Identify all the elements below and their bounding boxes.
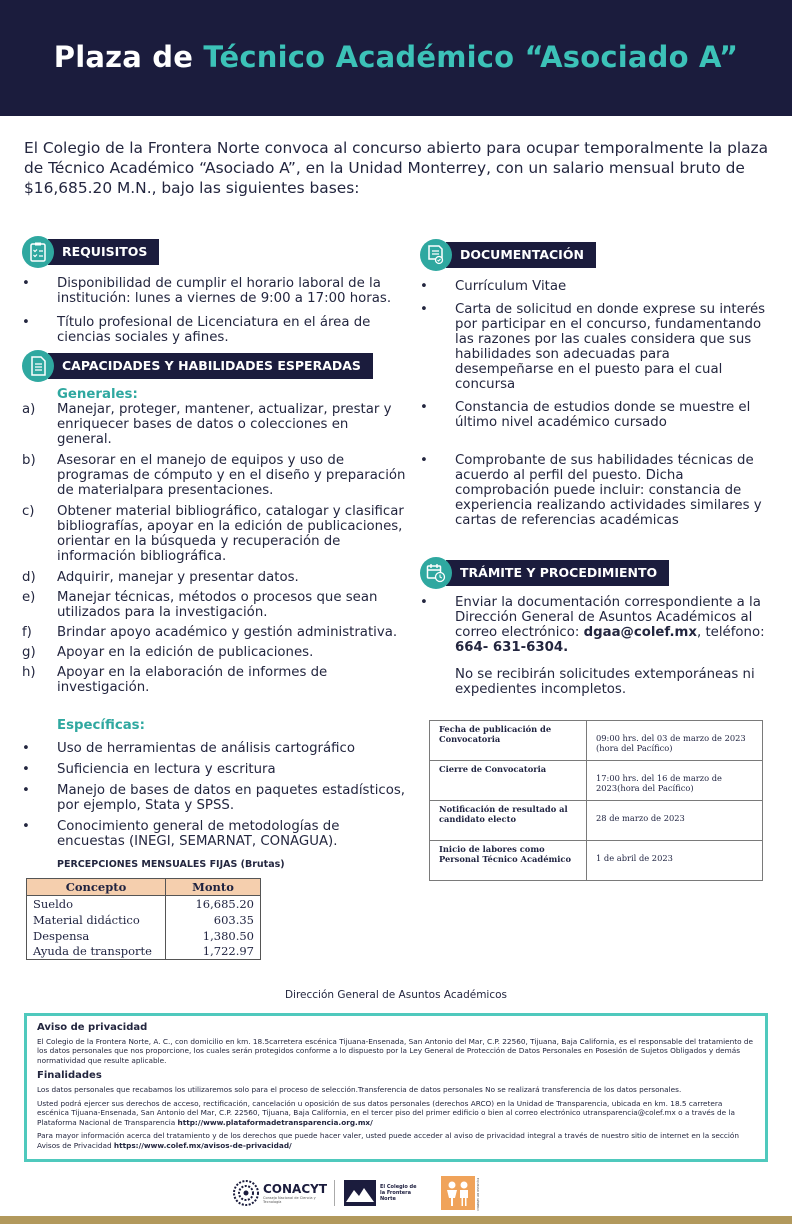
privacy-title: Aviso de privacidad (37, 1022, 148, 1033)
table-cell: 1,722.97 (166, 944, 261, 960)
privacy-link[interactable]: https://www.colef.mx/avisos-de-privacidad/ (113, 1140, 292, 1150)
table-header-row (27, 879, 261, 896)
column-header: Concepto (27, 879, 166, 896)
date-value: 1 de abril de 2023 (587, 841, 763, 881)
documentacion-list (420, 279, 770, 528)
list-item: • Conocimiento general de metodologías de encuestas (INEGI, SEMARNAT, CONAGUA). (22, 819, 340, 849)
intro-paragraph: El Colegio de la Frontera Norte convoca al concurso abierto para ocupar temporalmente la plaza de Técnico Académico “Asociado A”, en la Unidad Monterrey, con un salario mensual bruto de $16,685.20 M.N., bajo las siguientes bases: (24, 139, 769, 197)
table-row (27, 896, 261, 912)
date-value: 17:00 hrs. del 16 de marzo de 2023(hora del Pacífico) (587, 761, 763, 801)
table-row (27, 928, 261, 944)
privacy-paragraph: El Colegio de la Frontera Norte, A. C., con domicilio en km. 18.5carretera escénica Tijuana-Ensenada, San Antonio del Mar, C.P. 22560, Tijuana, Baja California, es el responsable del tratamiento de los datos personales que nos proporcione, los cuales serán protegidos conforme a lo dispuesto por la Ley General de Protección de Datos Personales en Posesión de Sujetos Obligados y demás normatividad que resulte aplicable. (37, 1036, 754, 1065)
list-item: e) Manejar técnicas, métodos o procesos que sean utilizados para la investigación. (22, 590, 378, 620)
list-item: • Comprobante de sus habilidades técnicas de acuerdo al perfil del puesto. Dicha comprobación puede incluir: constancia de experiencia realizando actividades similares y cartas de referencias académicas (420, 453, 762, 528)
section-documentacion-title: DOCUMENTACIÓN (446, 242, 596, 268)
list-item: • Uso de herramientas de análisis cartográfico (22, 741, 355, 756)
section-tramite-header (420, 559, 669, 587)
section-documentacion-header (420, 241, 596, 269)
conacyt-subtitle: Consejo Nacional de Ciencia y Tecnología (263, 1196, 316, 1204)
page-title (0, 40, 792, 74)
fechas-table (429, 720, 763, 881)
table-cell: 1,380.50 (166, 928, 261, 944)
list-item: • Constancia de estudios donde se muestre el último nivel académico cursado (420, 400, 751, 430)
list-item: f) Brindar apoyo académico y gestión administrativa. (22, 625, 398, 640)
header-banner (0, 0, 792, 116)
colef-name: El Colegio de la Frontera Norte (380, 1184, 417, 1202)
table-row (430, 721, 763, 761)
list-item: • Manejo de bases de datos en paquetes estadísticos, por ejemplo, Stata y SPSS. (22, 783, 405, 813)
table-row (27, 944, 261, 960)
list-item: • Carta de solicitud en donde exprese su interés por participar en el concurso, fundamentando las razones por las cuales considera que sus habilidades son adecuadas para desempeñarse en el puesto para el cual concursa (420, 302, 766, 392)
table-cell: Despensa (27, 928, 166, 944)
logo-divider (334, 1180, 335, 1206)
list-item: h) Apoyar en la elaboración de informes de investigación. (22, 665, 328, 695)
table-cell: Ayuda de transporte (27, 944, 166, 960)
tramite-list (420, 595, 770, 697)
date-label: Fecha de publicación de Convocatoria (430, 721, 587, 761)
arco-paragraph: Usted podrá ejercer sus derechos de acceso, rectificación, cancelación u oposición de sus datos personales (derechos ARCO) en la Unidad de Transparencia, ubicada en km. 18.5 carretera escénica Tijuana-Ensenada, San Antonio del Mar, C.P. 22560, Tijuana, Baja California, en el tercer piso del primer edificio o bien al correo electrónico utransparencia@colef.mx o a través de la Plataforma Nacional de Transparencia http://www.plataformadetransparencia.org.mx/ (37, 1098, 735, 1127)
colef-emblem-icon (344, 1180, 376, 1206)
list-item: • Título profesional de Licenciatura en el área de ciencias sociales y afines. (22, 315, 371, 345)
list-item: b) Asesorar en el manejo de equipos y uso de programas de cómputo y en el diseño y preparación de materialpara presentaciones. (22, 453, 406, 498)
contact-email[interactable]: dgaa@colef.mx (583, 625, 697, 640)
section-requisitos-title: REQUISITOS (48, 239, 159, 265)
list-item: d) Adquirir, manejar y presentar datos. (22, 570, 299, 585)
column-header: Monto (166, 879, 261, 896)
table-cell: Material didáctico (27, 912, 166, 928)
list-item: a) Manejar, proteger, mantener, actualizar, prestar y enriquecer bases de datos o colecciones en general. (22, 402, 392, 447)
title-prefix: Plaza de (53, 40, 204, 74)
table-row (430, 761, 763, 801)
table-row (430, 841, 763, 881)
document-list-icon (22, 350, 54, 382)
percepciones-table (26, 878, 261, 960)
list-item: g) Apoyar en la edición de publicaciones. (22, 645, 314, 660)
equidad-label: EQUIDAD DE GÉNERO (476, 1178, 480, 1211)
more-info-paragraph: Para mayor información acerca del tratamiento y de los derechos que puede hacer valer, usted puede acceder al aviso de privacidad integral a través de nuestro sitio de internet en la sección Avisos de Privacidad https://www.colef.mx/avisos-de-privacidad/ (37, 1131, 740, 1150)
calendar-clock-icon (420, 557, 452, 589)
privacy-notice-box (24, 1013, 768, 1162)
percepciones-title: PERCEPCIONES MENSUALES FIJAS (Brutas) (57, 859, 285, 870)
list-item: • Currículum Vitae (420, 279, 567, 294)
finalidades-paragraph: Los datos personales que recabamos los utilizaremos solo para el proceso de selección.Transferencia de datos personales No se realizará transferencia de los datos personales. (37, 1084, 682, 1094)
list-item: No se recibirán solicitudes extemporáneas ni expedientes incompletos. (455, 667, 755, 697)
direccion-footer-label: Dirección General de Asuntos Académicos (284, 989, 508, 1001)
requisitos-list (22, 276, 407, 345)
conacyt-emblem-icon (232, 1179, 260, 1207)
date-label: Inicio de labores como Personal Técnico Académico (430, 841, 587, 881)
generales-label: Generales: (57, 387, 138, 402)
document-check-icon (420, 239, 452, 271)
logo-strip (0, 1174, 792, 1214)
contact-phone: 664- 631-6304. (455, 640, 569, 655)
section-capacidades-header (22, 352, 373, 380)
date-label: Cierre de Convocatoria (430, 761, 587, 801)
list-item: • Suficiencia en lectura y escritura (22, 762, 276, 777)
equidad-logo (441, 1176, 483, 1214)
section-capacidades-title: CAPACIDADES Y HABILIDADES ESPERADAS (48, 353, 373, 379)
conacyt-logo (232, 1179, 327, 1207)
generales-list (22, 402, 407, 695)
list-item: • Disponibilidad de cumplir el horario laboral de la institución: lunes a viernes de 9:00 a 17:00 horas. (22, 276, 392, 306)
bottom-accent-bar (0, 1216, 792, 1224)
checklist-icon (22, 236, 54, 268)
table-cell: Sueldo (27, 896, 166, 912)
section-tramite-title: TRÁMITE Y PROCEDIMIENTO (446, 560, 669, 586)
date-value: 28 de marzo de 2023 (587, 801, 763, 841)
date-value: 09:00 hrs. del 03 de marzo de 2023 (hora del Pacífico) (587, 721, 763, 761)
transparency-link[interactable]: http://www.plataformadetransparencia.org.mx/ (177, 1117, 373, 1127)
title-accent: Técnico Académico “Asociado A” (203, 40, 739, 74)
table-row (430, 801, 763, 841)
especificas-label: Específicas: (57, 718, 145, 733)
date-label: Notificación de resultado al candidato electo (430, 801, 587, 841)
especificas-list (22, 741, 407, 849)
section-requisitos-header (22, 238, 159, 266)
colef-logo (344, 1180, 422, 1206)
table-cell: 16,685.20 (166, 896, 261, 912)
table-cell: 603.35 (166, 912, 261, 928)
list-item: c) Obtener material bibliográfico, catalogar y clasificar bibliografías, apoyar en la edición de publicaciones, orientar en la búsqueda y recuperación de información bibliográfica. (22, 504, 404, 564)
list-item: • Enviar la documentación correspondiente a la Dirección General de Asuntos Académicos al correo electrónico: dgaa@colef.mx, teléfono: 664- 631-6304. (420, 595, 765, 655)
table-row (27, 912, 261, 928)
finalidades-title: Finalidades (37, 1070, 102, 1082)
conacyt-name: CONACYT (263, 1182, 328, 1196)
